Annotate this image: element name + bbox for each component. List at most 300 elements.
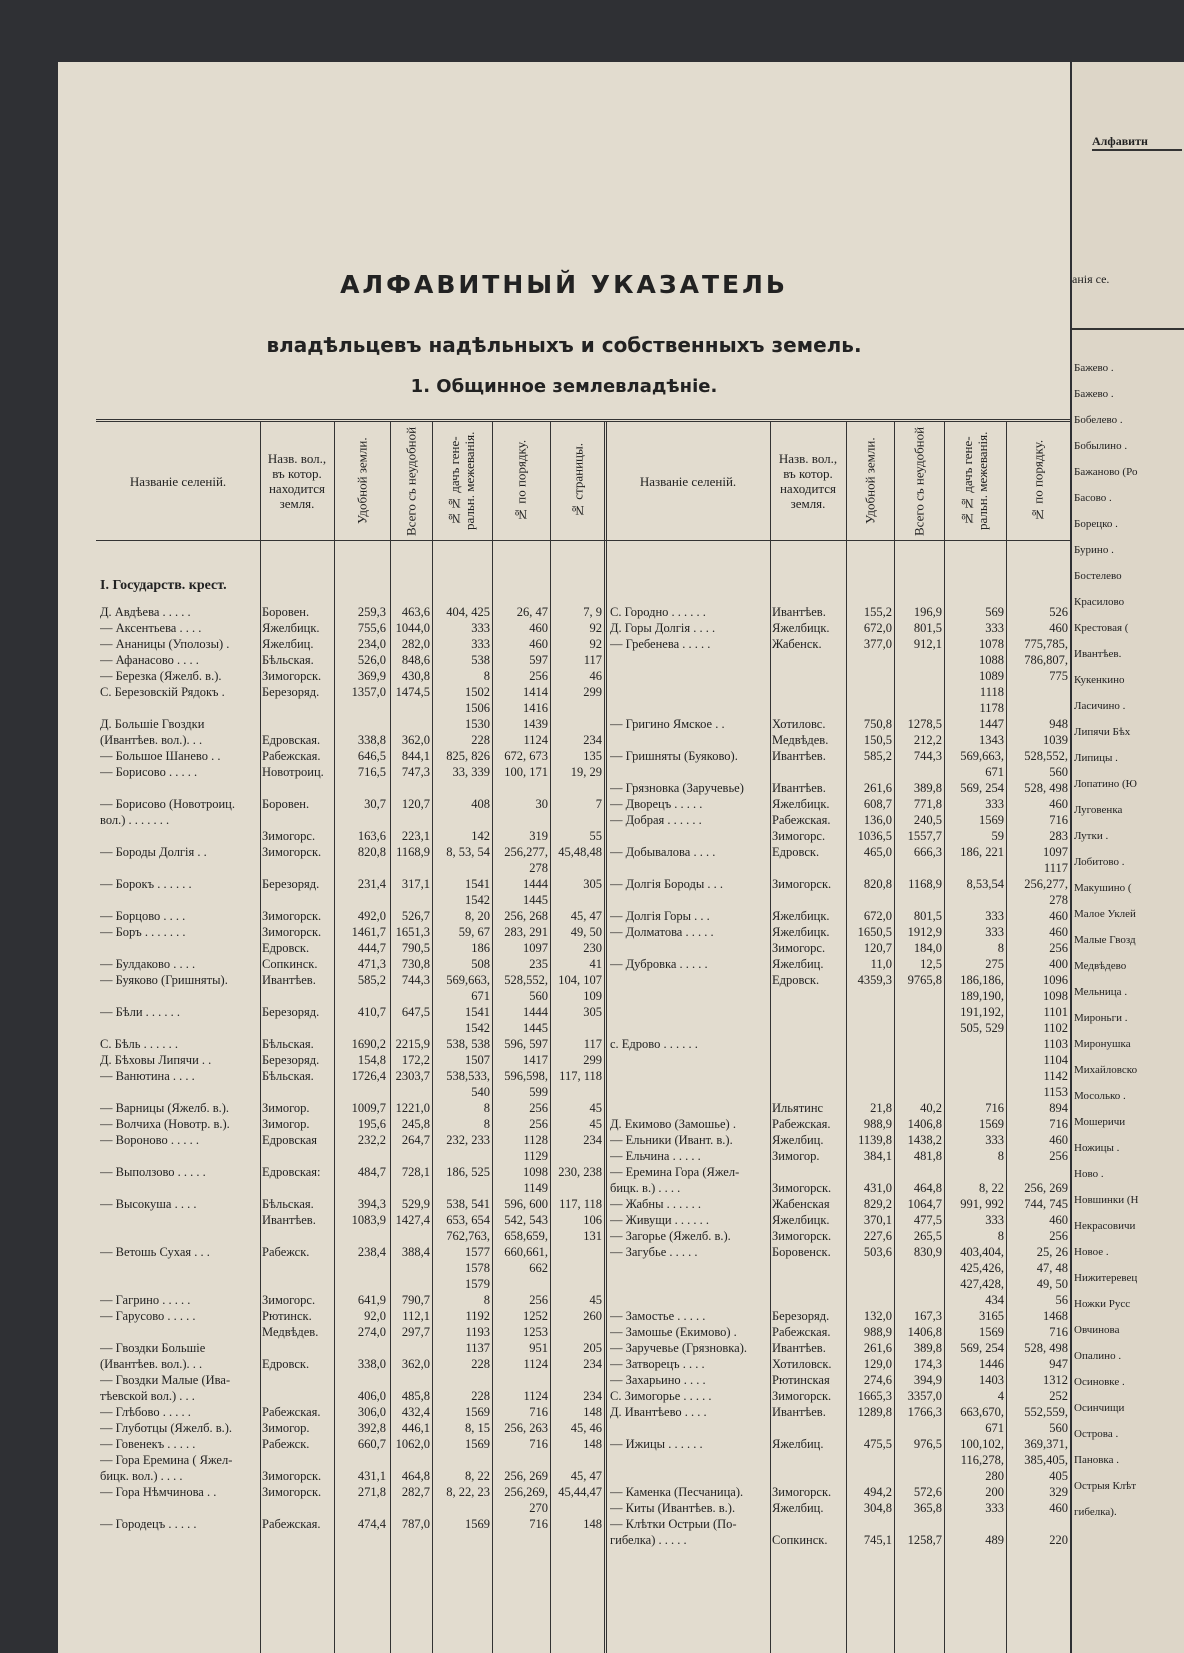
table-cell: 471,3 (357, 957, 386, 971)
adjacent-page-fragment-text: Новшинки (Н (1074, 1194, 1139, 1206)
table-cell: Зимогорс. (262, 829, 316, 843)
table-cell: 271,8 (357, 1485, 386, 1499)
table-row-right (96, 1084, 1070, 1100)
table-cell: — Долгія Бороды . . . (610, 877, 724, 891)
table-cell: Боровен. (262, 797, 310, 811)
table-cell: 297,7 (401, 1325, 430, 1339)
table-cell: Ильятинс (772, 1101, 824, 1115)
table-cell: 569,663, (446, 973, 490, 987)
table-cell: — Замошье (Екимово) . (610, 1325, 737, 1339)
table-cell: 526,7 (401, 909, 430, 923)
table-cell: 647,5 (401, 1005, 430, 1019)
table-row-right (96, 1068, 1070, 1084)
table-cell: 538 (471, 653, 490, 667)
table-cell: 1541 (465, 1005, 490, 1019)
table-cell: Зимогорск. (262, 909, 322, 923)
table-cell: 7 (595, 797, 602, 811)
table-cell: 1506 (465, 701, 490, 715)
adjacent-page-fragment-text: Ножицы . (1074, 1142, 1120, 1154)
table-cell: 1036,5 (857, 829, 892, 843)
table-row-right (96, 1164, 1070, 1180)
table-cell: 1221,0 (395, 1101, 430, 1115)
table-cell: 362,0 (401, 733, 430, 747)
adjacent-page-fragment-text: Крестовая ( (1074, 622, 1129, 634)
table-cell: Яжелбиц. (262, 637, 314, 651)
table-cell: Едровск. (772, 845, 820, 859)
table-cell: Д. Бѣховы Липячи . . (100, 1053, 212, 1067)
table-cell: 232, 233 (446, 1133, 490, 1147)
table-cell: Едровск. (262, 1357, 310, 1371)
table-cell: 951 (529, 1341, 548, 1355)
table-cell: Рабежская. (262, 1405, 321, 1419)
table-row-right (96, 1276, 1070, 1292)
table-cell: 299 (583, 685, 602, 699)
table-cell: 33, 339 (452, 765, 490, 779)
adjacent-page-fragment-text: Острыя Клѣт (1074, 1480, 1137, 1492)
table-cell: 2215,9 (395, 1037, 430, 1051)
table-cell: 317,1 (401, 877, 430, 891)
table-cell: 660,661, (504, 1245, 548, 1259)
table-cell: 184,0 (913, 941, 942, 955)
index-table (96, 419, 1070, 1653)
adjacent-page-fragment-text: Липицы . (1074, 752, 1118, 764)
table-row-right (96, 1260, 1070, 1276)
table-cell: Березоряд. (262, 1053, 320, 1067)
table-cell: 333 (471, 621, 490, 635)
table-cell: 283 (1049, 829, 1068, 843)
adjacent-page-fragment-text: Борецко . (1074, 518, 1118, 530)
table-cell: 728,1 (401, 1165, 430, 1179)
page-subtitle: владѣльцевъ надѣльныхъ и собственныхъ земель. (266, 333, 862, 357)
table-cell: Березоряд. (262, 1005, 320, 1019)
table-cell: 46 (589, 669, 602, 683)
table-row-right (96, 956, 1070, 972)
table-cell: 730,8 (401, 957, 430, 971)
table-cell: 1461,7 (351, 925, 386, 939)
table-cell: 463,6 (401, 605, 430, 619)
adjacent-page-fragment-text: Некрасовичи (1074, 1220, 1136, 1232)
table-cell: 1193 (465, 1325, 490, 1339)
table-cell: Медвѣдев. (262, 1325, 319, 1339)
adjacent-page-fragment-text: Кукенкино (1074, 674, 1125, 686)
adjacent-page-fragment-text: Бобылино . (1074, 440, 1128, 452)
table-cell: 8 (997, 1149, 1004, 1163)
table-cell: — Еремина Гора (Яжел- (610, 1165, 740, 1179)
table-cell: 540 (471, 1085, 490, 1099)
table-cell: 45 (589, 1101, 602, 1115)
table-cell: Жабенск. (772, 637, 822, 651)
table-cell: 299 (583, 1053, 602, 1067)
table-cell: 228 (471, 733, 490, 747)
table-cell: 1446 (979, 1357, 1004, 1371)
table-cell: Зимогорск. (262, 845, 322, 859)
table-cell: Ивантѣев. (772, 1341, 826, 1355)
table-cell: 446,1 (401, 1421, 430, 1435)
table-cell: с. Едрово . . . . . . (610, 1037, 698, 1051)
table-cell: 365,8 (913, 1501, 942, 1515)
table-cell: 385,405, (1024, 1453, 1068, 1467)
table-row-right (96, 892, 1070, 908)
table-cell: 1168,9 (396, 845, 430, 859)
adjacent-page-fragment-text: Басово . (1074, 492, 1112, 504)
table-cell: 1577 (465, 1245, 490, 1259)
table-cell: — Долматова . . . . . (610, 925, 714, 939)
table-cell: 104, 107 (558, 973, 602, 987)
table-cell: 49, 50 (570, 925, 602, 939)
table-cell: 196,9 (913, 605, 942, 619)
adjacent-page-fragment-text: Лопатино (Ю (1074, 778, 1137, 790)
table-cell: 129,0 (863, 1357, 892, 1371)
table-cell: 1178 (979, 701, 1004, 715)
table-cell: 4 (997, 1389, 1004, 1403)
table-cell: 261,6 (863, 1341, 892, 1355)
table-row-right (96, 1452, 1070, 1468)
table-cell: Бѣльская. (262, 1069, 314, 1083)
table-cell: — Булдаково . . . . (100, 957, 196, 971)
table-cell: 8, 53, 54 (446, 845, 490, 859)
table-cell: 716,5 (357, 765, 386, 779)
table-cell: Зимогорск. (262, 925, 322, 939)
table-cell: 912,1 (913, 637, 942, 651)
adjacent-page-fragment-text: Медвѣдево (1074, 960, 1127, 972)
table-cell: 464,8 (401, 1469, 430, 1483)
table-cell: Яжелбицк. (772, 621, 830, 635)
table-row-right (96, 1292, 1070, 1308)
table-cell: 305 (583, 1005, 602, 1019)
table-cell: — Гора Еремина ( Яжел- (100, 1453, 233, 1467)
table-cell: 1507 (465, 1053, 490, 1067)
table-cell: 1417 (523, 1053, 548, 1067)
section-title: 1. Общинное землевладѣніе. (410, 376, 718, 397)
table-cell: — Выползово . . . . . (100, 1165, 206, 1179)
table-cell: — Глуботцы (Яжелб. в.). (100, 1421, 233, 1435)
table-cell: — Говенекъ . . . . . (100, 1437, 196, 1451)
table-cell: 256,269, (504, 1485, 548, 1499)
table-cell: 384,1 (863, 1149, 892, 1163)
table-cell: 1542 (465, 1021, 490, 1035)
table-cell: Ивантѣев. (262, 1213, 316, 1227)
table-row-right (96, 1036, 1070, 1052)
table-cell: 148 (583, 1405, 602, 1419)
adjacent-page-fragment-text: Макушино ( (1074, 882, 1132, 894)
table-cell: — Добывалова . . . . (610, 845, 716, 859)
table-cell: — Киты (Ивантѣев. в.). (610, 1501, 736, 1515)
table-cell: 270 (529, 1501, 548, 1515)
table-row-right (96, 1388, 1070, 1404)
table-cell: 92,0 (364, 1309, 386, 1323)
table-cell: 135 (583, 749, 602, 763)
table-cell: 227,6 (863, 1229, 892, 1243)
table-cell: 1124 (523, 1389, 548, 1403)
table-row-right (96, 684, 1070, 700)
table-cell: 117 (583, 653, 602, 667)
header-udob-right: Удобной земли. (862, 437, 878, 525)
table-cell: (Ивантѣев. вол.). . . (100, 733, 203, 747)
table-cell: Хотиловск. (772, 1357, 832, 1371)
table-cell: Едровск. (262, 941, 310, 955)
table-cell: 186 (471, 941, 490, 955)
adjacent-page-fragment-text: Миронушка (1074, 1038, 1131, 1050)
table-cell: 106 (583, 1213, 602, 1227)
table-cell: 260 (583, 1309, 602, 1323)
table-cell: 787,0 (401, 1517, 430, 1531)
table-cell: 8, 15 (465, 1421, 490, 1435)
table-cell: 1118 (979, 685, 1004, 699)
table-cell: 329 (1049, 1485, 1068, 1499)
table-cell: 1445 (523, 1021, 548, 1035)
table-cell: — Клѣтки Острыи (По- (610, 1517, 737, 1531)
table-cell: 1912,9 (907, 925, 942, 939)
table-cell: 275 (985, 957, 1004, 971)
table-cell: 8 (483, 1293, 490, 1307)
table-cell: 747,3 (401, 765, 430, 779)
table-cell: 400 (1049, 957, 1068, 971)
table-cell: Бѣльская. (262, 1037, 314, 1051)
table-cell: 948 (1049, 717, 1068, 731)
table-cell: 1690,2 (351, 1037, 386, 1051)
table-cell: 234 (583, 1357, 602, 1371)
table-cell: 820,8 (357, 845, 386, 859)
table-cell: 256 (1049, 1229, 1068, 1243)
adjacent-page-fragment-text: Мосолько . (1074, 1090, 1126, 1102)
table-cell: 1064,7 (907, 1197, 942, 1211)
table-row-right (96, 1500, 1070, 1516)
table-cell: 49, 50 (1036, 1277, 1068, 1291)
table-cell: 394,9 (913, 1373, 942, 1387)
table-cell: 7, 9 (583, 605, 602, 619)
table-cell: 662 (529, 1261, 548, 1275)
table-cell: Зимогорс. (772, 941, 826, 955)
table-cell: 771,8 (913, 797, 942, 811)
table-cell: 109 (583, 989, 602, 1003)
table-row-right (96, 700, 1070, 716)
table-cell: 755,6 (357, 621, 386, 635)
table-cell: Д. Екимово (Замошье) . (610, 1117, 736, 1131)
table-cell: 282,7 (401, 1485, 430, 1499)
table-cell: 526,0 (357, 653, 386, 667)
table-cell: — Дворецъ . . . . . (610, 797, 703, 811)
table-cell: 1139,8 (858, 1133, 892, 1147)
table-cell: — Замостье . . . . . (610, 1309, 706, 1323)
table-cell: 1258,7 (907, 1533, 942, 1547)
adjacent-page-fragment-text: Красилово (1074, 596, 1125, 608)
table-row-right (96, 940, 1070, 956)
table-cell: 528, 498 (1024, 781, 1068, 795)
table-row-right (96, 828, 1070, 844)
adjacent-page-fragment-text: Лутки . (1074, 830, 1109, 842)
table-cell: 234 (583, 733, 602, 747)
table-cell: 1502 (465, 685, 490, 699)
table-cell: 306,0 (357, 1405, 386, 1419)
table-cell: 212,2 (913, 733, 942, 747)
table-cell: 1569 (979, 1117, 1004, 1131)
table-cell: Березоряд. (262, 877, 320, 891)
table-cell: Бѣльская. (262, 1197, 314, 1211)
table-cell: 744, 745 (1024, 1197, 1068, 1211)
table-cell: 120,7 (863, 941, 892, 955)
table-cell: 1403 (979, 1373, 1004, 1387)
table-cell: 389,8 (913, 781, 942, 795)
table-cell: 825, 826 (446, 749, 490, 763)
table-cell: 232,2 (357, 1133, 386, 1147)
table-cell: 245,8 (401, 1117, 430, 1131)
table-cell: 503,6 (863, 1245, 892, 1259)
table-row-right (96, 1180, 1070, 1196)
table-cell: 1039 (1043, 733, 1068, 747)
table-cell: 338,0 (357, 1357, 386, 1371)
table-cell: 1289,8 (857, 1405, 892, 1419)
table-cell: 1083,9 (351, 1213, 386, 1227)
table-cell: 663,670, (960, 1405, 1004, 1419)
table-cell: Медвѣдев. (772, 733, 829, 747)
table-cell: 25, 26 (1036, 1245, 1068, 1259)
table-cell: 256, 269 (1024, 1181, 1068, 1195)
table-cell: 256 (529, 669, 548, 683)
table-cell: 408 (471, 797, 490, 811)
table-body (96, 540, 1070, 1653)
table-cell: Рабежская. (772, 1325, 831, 1339)
table-cell: 370,1 (863, 1213, 892, 1227)
table-cell: 167,3 (913, 1309, 942, 1323)
table-cell: 220 (1049, 1533, 1068, 1547)
table-row-right (96, 1004, 1070, 1020)
table-cell: 406,0 (357, 1389, 386, 1403)
table-cell: 569,663, (960, 749, 1004, 763)
table-cell: 1438,2 (907, 1133, 942, 1147)
header-dachi-right: №№ дачъ гене- ральн. межеванія. (960, 431, 990, 531)
table-cell: 716 (985, 1101, 1004, 1115)
table-cell: 494,2 (863, 1485, 892, 1499)
table-row-right (96, 1420, 1070, 1436)
table-cell: 1416 (523, 701, 548, 715)
table-cell: 304,8 (863, 1501, 892, 1515)
table-cell: Рабежская. (262, 749, 321, 763)
adjacent-page-fragment-text: Лобитово . (1074, 856, 1125, 868)
table-cell: 560 (1049, 1421, 1068, 1435)
table-row-right (96, 1340, 1070, 1356)
table-cell: 45, 46 (570, 1421, 602, 1435)
table-row-right (96, 876, 1070, 892)
table-cell: 991, 992 (960, 1197, 1004, 1211)
table-cell: 369,9 (357, 669, 386, 683)
adjacent-page-fragment-text: Ласичино . (1074, 700, 1126, 712)
table-cell: 988,9 (863, 1117, 892, 1131)
header-name-right: Названіе селеній. (639, 473, 737, 489)
table-cell: 1129 (523, 1149, 548, 1163)
adjacent-page-fragment-text: Ивантѣев. (1074, 648, 1122, 660)
table-cell: 528,552, (1024, 749, 1068, 763)
table-cell: Яжелбиц. (772, 957, 824, 971)
table-cell: Рабежская. (772, 813, 831, 827)
table-cell: 1009,7 (351, 1101, 386, 1115)
table-cell: 465,0 (863, 845, 892, 859)
table-cell: 434 (985, 1293, 1004, 1307)
table-cell: 1096 (1043, 973, 1068, 987)
table-cell: 1089 (979, 669, 1004, 683)
table-cell: 1357,0 (351, 685, 386, 699)
table-cell: Зимогорск. (772, 1229, 832, 1243)
table-cell: 280 (985, 1469, 1004, 1483)
table-cell: 1098 (1043, 989, 1068, 1003)
table-cell: 1406,8 (907, 1117, 942, 1131)
table-row-right (96, 1196, 1070, 1212)
table-cell: 430,8 (401, 669, 430, 683)
table-cell: 333 (471, 637, 490, 651)
adjacent-page-fragment-text: Бажево . (1074, 362, 1114, 374)
table-cell: 528, 498 (1024, 1341, 1068, 1355)
table-cell: 1044,0 (395, 621, 430, 635)
table-cell: 389,8 (913, 1341, 942, 1355)
table-row-right (96, 1372, 1070, 1388)
table-cell: 1088 (979, 653, 1004, 667)
adjacent-page-subheader: анія се. (1072, 272, 1110, 286)
table-cell: 155,2 (863, 605, 892, 619)
table-cell: 460 (529, 621, 548, 635)
table-cell: 256 (529, 1101, 548, 1115)
table-cell: Боровенск. (772, 1245, 831, 1259)
table-cell: Д. Авдѣева . . . . . (100, 605, 191, 619)
table-cell: 460 (1049, 1501, 1068, 1515)
table-cell: 801,5 (913, 909, 942, 923)
table-cell: Сопкинск. (262, 957, 318, 971)
table-cell: 256 (1049, 941, 1068, 955)
table-cell: 403,404, (960, 1245, 1004, 1259)
table-cell: 120,7 (401, 797, 430, 811)
table-cell: 205 (583, 1341, 602, 1355)
table-cell: Березоряд. (772, 1309, 830, 1323)
table-cell: Рабежск. (262, 1245, 310, 1259)
table-cell: 744,3 (913, 749, 942, 763)
table-cell: 790,7 (401, 1293, 430, 1307)
table-cell: 716 (529, 1517, 548, 1531)
table-cell: 92 (589, 621, 602, 635)
table-cell: 671 (985, 1421, 1004, 1435)
table-row-right (96, 1356, 1070, 1372)
table-cell: 404, 425 (446, 605, 490, 619)
adjacent-page-fragment-text: Осинчищи (1074, 1402, 1125, 1414)
table-cell: 8, 22 (979, 1181, 1004, 1195)
table-row-right (96, 1484, 1070, 1500)
table-cell: 947 (1049, 1357, 1068, 1371)
table-cell: — Ижицы . . . . . . (610, 1437, 703, 1451)
adjacent-page-fragment-text: Пановка . (1074, 1454, 1119, 1466)
table-cell: 1343 (979, 733, 1004, 747)
table-cell: 256, 268 (504, 909, 548, 923)
table-cell: 195,6 (357, 1117, 386, 1131)
table-row-right (96, 988, 1070, 1004)
table-cell: Зимогор. (262, 1421, 310, 1435)
table-cell: 585,2 (863, 749, 892, 763)
table-cell: 256, 269 (504, 1469, 548, 1483)
table-cell: 716 (529, 1437, 548, 1451)
adjacent-page-fragment-text: Бостелево (1074, 570, 1122, 582)
table-cell: 585,2 (357, 973, 386, 987)
table-cell: 55 (589, 829, 602, 843)
adjacent-page-fragment-text: Ново . (1074, 1168, 1104, 1180)
table-cell: Зимогорск. (262, 1485, 322, 1499)
table-cell: 1192 (465, 1309, 490, 1323)
table-cell: 460 (1049, 1213, 1068, 1227)
table-cell: 716 (1049, 813, 1068, 827)
table-cell: 8 (483, 669, 490, 683)
table-cell: Сопкинск. (772, 1533, 828, 1547)
table-cell: — Бороды Долгія . . (100, 845, 207, 859)
table-cell: Яжелбиц. (772, 1437, 824, 1451)
header-poryadok-left: № по порядку. (513, 439, 529, 523)
table-cell: — Афанасово . . . . (100, 653, 199, 667)
table-cell: 1665,3 (857, 1389, 892, 1403)
table-cell: вол.) . . . . . . . (100, 813, 170, 827)
